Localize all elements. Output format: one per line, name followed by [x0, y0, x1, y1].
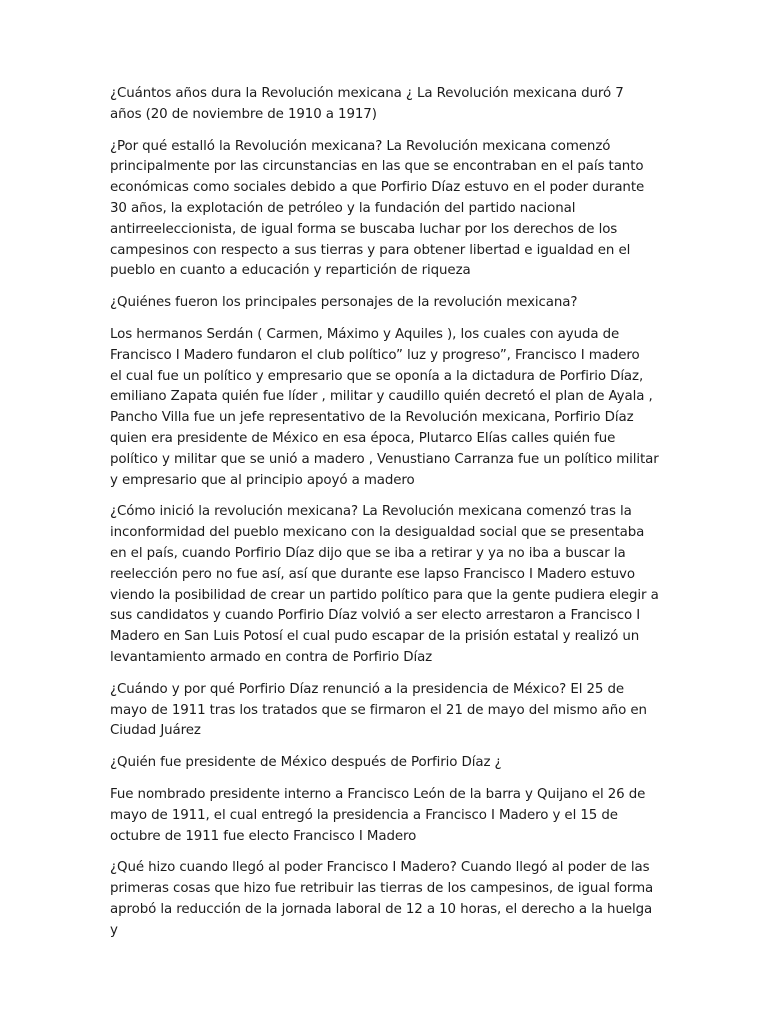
document-body [110, 84, 662, 952]
paragraph-successor-answer: Fue nombrado presidente interno a Francisco León de la barra y Quijano el 26 de mayo de 1911, el cual entregó la presidencia a Francisco I Madero y el 15 de octubre de 1911 fue electo Francisco I Madero [110, 786, 646, 844]
paragraph-beginning: ¿Cómo inició la revolución mexicana? La Revolución mexicana comenzó tras la inconformidad del pueblo mexicano con la desigualdad social que se presentaba en el país, cuando Porfirio Díaz dijo que se iba a retirar y ya no iba a buscar la reelección pero no fue así, así que durante ese lapso Francisco I Madero estuvo viendo la posibilidad de crear un partido político para que la gente pudiera elegir a sus candidatos y cuando Porfirio Díaz volvió a ser electo arrestaron a Francisco I Madero en San Luis Potosí el cual pudo escapar de la prisión estatal y realizó un levantamiento armado en contra de Porfirio Díaz [110, 504, 659, 665]
paragraph-characters-answer: Los hermanos Serdán ( Carmen, Máximo y Aquiles ), los cuales con ayuda de Francisco I Madero fundaron el club político” luz y progreso”, Francisco I madero el cual fue un político y empresario que se oponía a la dictadura de Porfirio Díaz, emiliano Zapata quién fue líder , militar y caudillo quién decretó el plan de Ayala , Pancho Villa fue un jefe representativo de la Revolución mexicana, Porfirio Díaz quien era presidente de México en esa época, Plutarco Elías calles quién fue político y militar que se unió a madero , Venustiano Carranza fue un político militar y empresario que al principio apoyó a madero [110, 326, 659, 488]
paragraph-successor-question: ¿Quién fue presidente de México después de Porfirio Díaz ¿ [110, 755, 502, 771]
paragraph-duration: ¿Cuántos años dura la Revolución mexicana ¿ La Revolución mexicana duró 7 años (20 de noviembre de 1910 a 1917) [110, 86, 624, 122]
paragraph-characters-question: ¿Quiénes fueron los principales personajes de la revolución mexicana? [110, 295, 578, 311]
paragraph-madero-actions: ¿Qué hizo cuando llegó al poder Francisco I Madero? Cuando llegó al poder de las primeras cosas que hizo fue retribuir las tierras de los campesinos, de igual forma aprobó la reducción de la jornada laboral de 12 a 10 horas, el derecho a la huelga y [110, 860, 654, 938]
paragraph-resignation: ¿Cuándo y por qué Porfirio Díaz renunció a la presidencia de México? El 25 de mayo de 1911 tras los tratados que se firmaron el 21 de mayo del mismo año en Ciudad Juárez [110, 681, 647, 739]
paragraph-causes: ¿Por qué estalló la Revolución mexicana? La Revolución mexicana comenzó principalmente por las circunstancias en las que se encontraban en el país tanto económicas como sociales debido a que Porfirio Díaz estuvo en el poder durante 30 años, la explotación de petróleo y la fundación del partido nacional antirreeleccionista, de igual forma se buscaba luchar por los derechos de los campesinos con respecto a sus tierras y para obtener libertad e igualdad en el pueblo en cuanto a educación y repartición de riqueza [110, 138, 645, 279]
